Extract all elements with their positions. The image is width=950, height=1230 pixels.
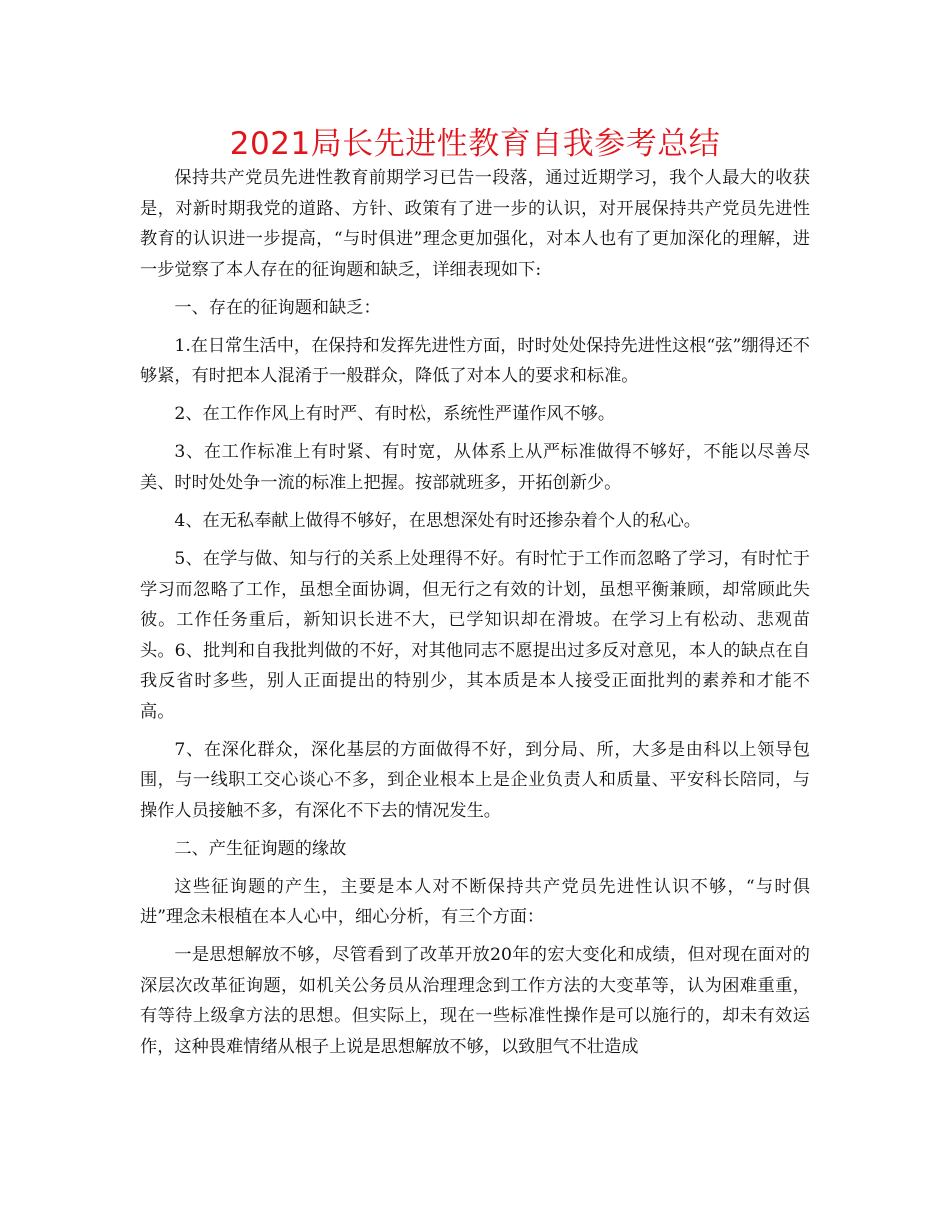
document-title: 2021局长先进性教育自我参考总结 <box>229 126 721 162</box>
section-heading: 二、产生征询题的缘故 <box>174 838 347 859</box>
paragraph: 4、在无私奉献上做得不够好，在思想深处有时还掺杂着个人的私心。 <box>174 510 701 531</box>
paragraph: 5、在学与做、知与行的关系上处理得不好。有时忙于工作而忽略了学习，有时忙于学习而忽略了工作，虽想全面协调，但无行之有效的计划，虽想平衡兼顾，却常顾此失彼。工作任务重后，新知识长进不大，已学知识却在滑坡。在学习上有松动、悲观苗头。6、批判和自我批判做的不好，对其他同志不愿提出过多反对意见，本人的缺点在自我反省时多些，别人正面提出的特别少，其本质是本人接受正面批判的素养和才能不高。 <box>140 549 810 722</box>
paragraph: 1.在日常生活中，在保持和发挥先进性方面，时时处处保持先进性这根“弦”绷得还不够紧，有时把本人混淆于一般群众，降低了对本人的要求和标准。 <box>140 335 810 387</box>
paragraph: 7、在深化群众，深化基层的方面做得不好，到分局、所，大多是由科以上领导包围，与一线职工交心谈心不多，到企业根本上是企业负责人和质量、平安科长陪同，与操作人员接触不多，有深化不下去的情况发生。 <box>140 739 810 821</box>
paragraph: 这些征询题的产生，主要是本人对不断保持共产党员先进性认识不够，“与时俱进”理念未根植在本人心中，细心分析，有三个方面： <box>140 876 810 928</box>
paragraph: 保持共产党员先进性教育前期学习已告一段落，通过近期学习，我个人最大的收获是，对新时期我党的道路、方针、政策有了进一步的认识，对开展保持共产党员先进性教育的认识进一步提高，“与时俱进”理念更加强化，对本人也有了更加深化的理解，进一步觉察了本人存在的征询题和缺乏，详细表现如下: <box>140 168 810 280</box>
document-body <box>140 163 810 1070</box>
section-heading: 一、存在的征询题和缺乏： <box>174 297 381 318</box>
paragraph: 2、在工作作风上有时严、有时松，系统性严谨作风不够。 <box>174 404 616 425</box>
paragraph: 3、在工作标准上有时紧、有时宽，从体系上从严标准做得不够好，不能以尽善尽美、时时处处争一流的标准上把握。按部就班多，开拓创新少。 <box>140 442 810 493</box>
paragraph: 一是思想解放不够，尽管看到了改革开放20年的宏大变化和成绩，但对现在面对的深层次改革征询题，如机关公务员从治理理念到工作方法的大变革等，认为困难重重，有等待上级拿方法的思想。但实际上，现在一些标准性操作是可以施行的，却未有效运作，这种畏难情绪从根子上说是思想解放不够，以致胆气不壮造成 <box>140 945 810 1057</box>
